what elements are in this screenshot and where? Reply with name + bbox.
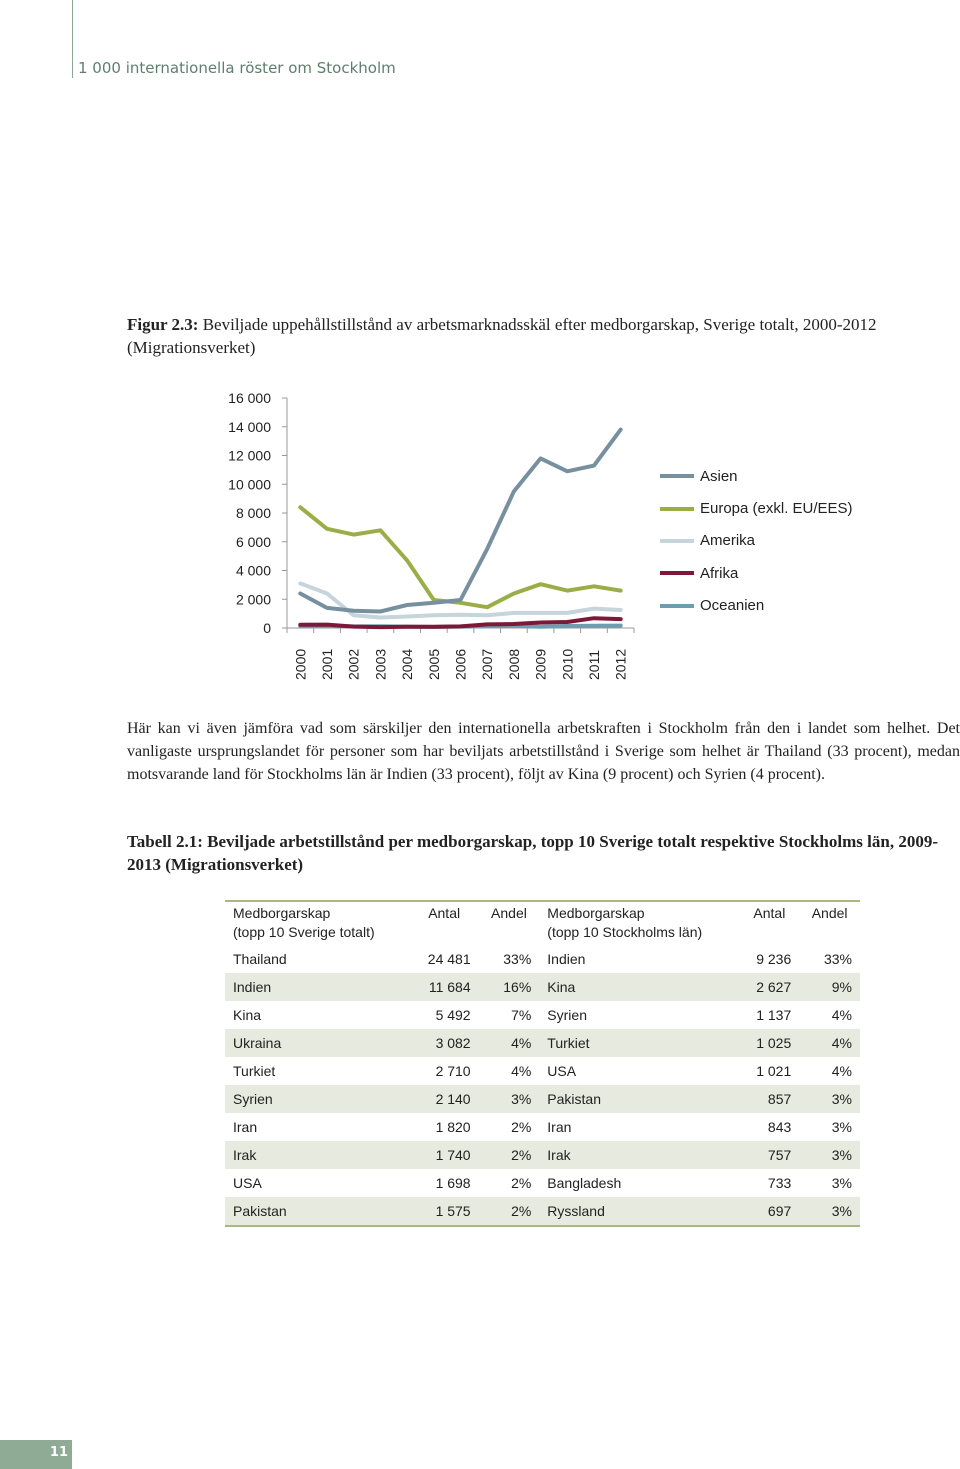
cell-citizenship-stockholm: Irak bbox=[539, 1141, 739, 1169]
page-number: 11 bbox=[49, 1445, 68, 1460]
cell-count-sweden: 1 575 bbox=[410, 1197, 479, 1226]
cell-count-stockholm: 1 137 bbox=[756, 1007, 792, 1023]
legend-swatch bbox=[660, 539, 694, 543]
cell-citizenship-stockholm: Pakistan bbox=[539, 1085, 739, 1113]
cell-share-sweden: 16% bbox=[479, 973, 540, 1001]
cell-citizenship-stockholm: Iran bbox=[547, 1119, 572, 1135]
cell-citizenship-stockholm: Ryssland bbox=[539, 1197, 739, 1226]
cell-share-sweden: 4% bbox=[479, 1029, 540, 1057]
cell-share-stockholm: 3% bbox=[799, 1141, 860, 1169]
citizenship-table bbox=[225, 900, 860, 1227]
table-row bbox=[225, 1141, 860, 1169]
cell-count-stockholm: 857 bbox=[739, 1085, 799, 1113]
cell-share-stockholm: 33% bbox=[823, 951, 852, 967]
x-tick-label: 2011 bbox=[585, 649, 602, 680]
cell-share-sweden: 2% bbox=[511, 1175, 532, 1191]
x-tick-label: 2001 bbox=[319, 648, 336, 680]
table-row bbox=[225, 1057, 860, 1085]
x-tick-label: 2007 bbox=[479, 648, 496, 680]
cell-count-sweden: 1 820 bbox=[435, 1119, 471, 1135]
legend-swatch bbox=[660, 571, 694, 575]
x-tick-label: 2012 bbox=[612, 648, 629, 680]
legend-item bbox=[660, 525, 853, 557]
y-tick-label: 16 000 bbox=[228, 390, 271, 406]
header-share-sweden: Andel bbox=[479, 901, 540, 945]
cell-share-stockholm: 3% bbox=[799, 1197, 860, 1226]
legend-item bbox=[660, 590, 853, 622]
cell-share-stockholm: 9% bbox=[799, 973, 860, 1001]
cell-share-sweden: 4% bbox=[511, 1063, 532, 1079]
cell-citizenship-sweden: Kina bbox=[233, 1007, 262, 1023]
figure-caption-label: Figur 2.3: bbox=[127, 315, 199, 334]
x-tick-label: 2004 bbox=[399, 648, 416, 680]
cell-share-sweden: 2% bbox=[479, 1141, 540, 1169]
page-number-tab bbox=[0, 1440, 72, 1469]
table-row bbox=[225, 945, 860, 974]
cell-share-stockholm: 3% bbox=[831, 1119, 852, 1135]
cell-count-stockholm: 843 bbox=[767, 1119, 792, 1135]
cell-citizenship-sweden: Irak bbox=[225, 1141, 410, 1169]
cell-citizenship-stockholm: Kina bbox=[539, 973, 739, 1001]
cell-citizenship-sweden: Indien bbox=[225, 973, 410, 1001]
chart-legend bbox=[660, 460, 853, 622]
y-tick-label: 6 000 bbox=[235, 533, 271, 550]
series-line-europa-exkl-eu-ees- bbox=[300, 507, 620, 607]
table-row bbox=[225, 1085, 860, 1113]
cell-count-stockholm: 733 bbox=[767, 1175, 792, 1191]
table-row bbox=[225, 1113, 860, 1141]
cell-count-stockholm: 697 bbox=[739, 1197, 799, 1226]
cell-count-sweden: 1 698 bbox=[435, 1175, 471, 1191]
y-tick-label: 10 000 bbox=[228, 476, 271, 493]
cell-citizenship-stockholm: Indien bbox=[547, 951, 586, 967]
table-caption-label: Tabell 2.1: bbox=[127, 832, 203, 851]
y-tick-label: 2 000 bbox=[235, 591, 271, 608]
header-count-sweden: Antal bbox=[410, 901, 479, 945]
x-tick-label: 2008 bbox=[505, 648, 522, 680]
cell-citizenship-stockholm: USA bbox=[547, 1063, 577, 1079]
cell-citizenship-sweden: USA bbox=[233, 1175, 262, 1191]
cell-count-stockholm: 2 627 bbox=[739, 973, 799, 1001]
cell-share-stockholm: 4% bbox=[831, 1007, 852, 1023]
cell-count-sweden: 5 492 bbox=[435, 1007, 471, 1023]
x-tick-label: 2009 bbox=[532, 648, 549, 680]
header-count-stockholm: Antal bbox=[739, 901, 799, 945]
y-tick-label: 8 000 bbox=[235, 505, 271, 521]
table-row bbox=[225, 1029, 860, 1057]
cell-count-stockholm: 1 025 bbox=[739, 1029, 799, 1057]
cell-share-stockholm: 3% bbox=[831, 1175, 852, 1191]
cell-count-sweden: 3 082 bbox=[410, 1029, 479, 1057]
legend-label: Amerika bbox=[700, 532, 756, 550]
table-row bbox=[225, 1197, 860, 1226]
cell-count-sweden: 24 481 bbox=[427, 951, 471, 967]
cell-share-sweden: 2% bbox=[511, 1119, 532, 1135]
cell-citizenship-stockholm: Syrien bbox=[547, 1007, 587, 1023]
legend-item bbox=[660, 492, 853, 524]
header-citizenship-stockholm: Medborgarskap (topp 10 Stockholms län) bbox=[539, 901, 739, 945]
table-row bbox=[225, 1169, 860, 1197]
cell-share-sweden: 3% bbox=[479, 1085, 540, 1113]
x-tick-label: 2000 bbox=[292, 648, 309, 680]
cell-citizenship-sweden: Turkiet bbox=[233, 1063, 276, 1079]
table-row bbox=[225, 1001, 860, 1029]
cell-share-stockholm: 4% bbox=[799, 1029, 860, 1057]
cell-count-stockholm: 9 236 bbox=[756, 951, 792, 967]
cell-share-stockholm: 4% bbox=[831, 1063, 852, 1079]
header-divider bbox=[72, 0, 73, 78]
y-tick-label: 14 000 bbox=[228, 418, 271, 435]
x-tick-label: 2006 bbox=[452, 648, 469, 680]
cell-citizenship-sweden: Thailand bbox=[233, 951, 287, 967]
legend-swatch bbox=[660, 507, 694, 511]
cell-citizenship-sweden: Syrien bbox=[225, 1085, 410, 1113]
y-tick-label: 12 000 bbox=[228, 447, 271, 464]
x-tick-label: 2010 bbox=[559, 648, 576, 680]
series-line-asien bbox=[300, 430, 620, 612]
figure-caption-text: Beviljade uppehållstillstånd av arbetsmarknadsskäl efter medborgarskap, Sverige totalt, 2000-2012 (Migrationsverket) bbox=[127, 315, 877, 357]
legend-label: Afrika bbox=[700, 564, 739, 582]
header-share-stockholm: Andel bbox=[799, 901, 860, 945]
cell-share-sweden: 33% bbox=[503, 951, 532, 967]
cell-share-sweden: 7% bbox=[511, 1007, 532, 1023]
table-caption bbox=[127, 830, 960, 876]
cell-citizenship-sweden: Ukraina bbox=[225, 1029, 410, 1057]
legend-item bbox=[660, 460, 853, 492]
body-paragraph: Här kan vi även jämföra vad som särskiljer den internationella arbetskraften i Stockholm från den i landet som helhet. Det vanligaste ursprungslandet för personer som har beviljats arbetstillstånd i Sverige som helhet är Thailand (33 procent), medan motsvarande land för Stockholms län är Indien (33 procent), följt av Kina (9 procent) och Syrien (4 procent). bbox=[127, 720, 960, 783]
legend-label: Oceanien bbox=[700, 597, 765, 615]
cell-count-sweden: 2 710 bbox=[435, 1063, 471, 1079]
header-citizenship-sweden: Medborgarskap (topp 10 Sverige totalt) bbox=[225, 901, 410, 945]
y-tick-label: 0 bbox=[263, 620, 271, 636]
line-chart bbox=[0, 380, 650, 690]
legend-label: Asien bbox=[700, 467, 738, 485]
cell-citizenship-sweden: Pakistan bbox=[225, 1197, 410, 1226]
x-tick-label: 2003 bbox=[372, 648, 389, 680]
figure-caption bbox=[127, 313, 960, 359]
cell-count-stockholm: 757 bbox=[739, 1141, 799, 1169]
cell-citizenship-stockholm: Bangladesh bbox=[547, 1175, 622, 1191]
cell-count-sweden: 11 684 bbox=[410, 973, 479, 1001]
legend-swatch bbox=[660, 474, 694, 478]
legend-item bbox=[660, 557, 853, 589]
x-tick-label: 2002 bbox=[345, 648, 362, 680]
y-tick-label: 4 000 bbox=[235, 562, 271, 579]
legend-swatch bbox=[660, 604, 694, 608]
table-row bbox=[225, 973, 860, 1001]
cell-share-stockholm: 3% bbox=[799, 1085, 860, 1113]
cell-share-sweden: 2% bbox=[479, 1197, 540, 1226]
cell-count-sweden: 2 140 bbox=[410, 1085, 479, 1113]
cell-citizenship-stockholm: Turkiet bbox=[539, 1029, 739, 1057]
cell-citizenship-sweden: Iran bbox=[233, 1119, 258, 1135]
legend-label: Europa (exkl. EU/EES) bbox=[700, 500, 853, 518]
running-header: 1 000 internationella röster om Stockholm bbox=[78, 59, 396, 77]
table-caption-text: Beviljade arbetstillstånd per medborgarskap, topp 10 Sverige totalt respektive Stockholms län, 2009-2013 (Migrationsverket) bbox=[127, 832, 938, 874]
cell-count-sweden: 1 740 bbox=[410, 1141, 479, 1169]
cell-count-stockholm: 1 021 bbox=[756, 1063, 792, 1079]
x-tick-label: 2005 bbox=[425, 648, 442, 680]
